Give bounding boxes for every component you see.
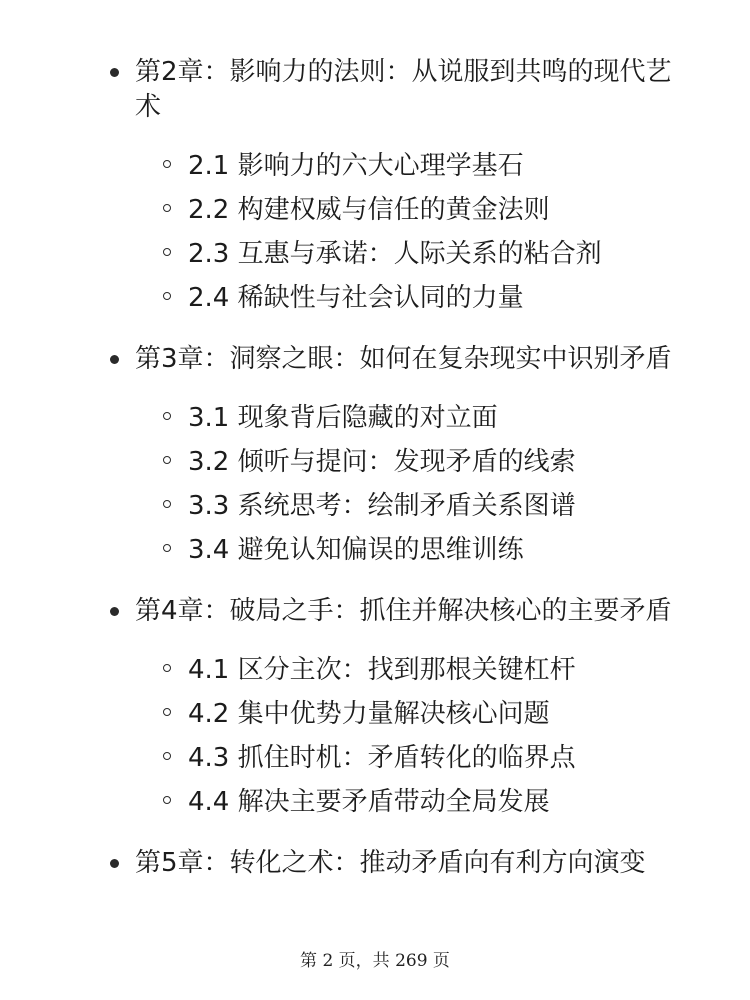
section-item xyxy=(188,736,750,780)
bullet-icon xyxy=(110,607,119,616)
section-title: 2.1 影响力的六大心理学基石 xyxy=(188,151,524,181)
page-number-footer: 第 2 页，共 269 页 xyxy=(300,951,450,971)
section-list xyxy=(0,396,750,572)
circle-bullet-icon xyxy=(163,796,171,804)
section-item xyxy=(188,780,750,824)
section-title: 2.4 稀缺性与社会认同的力量 xyxy=(188,283,524,313)
section-item xyxy=(188,144,750,188)
circle-bullet-icon xyxy=(163,500,171,508)
circle-bullet-icon xyxy=(163,160,171,168)
circle-bullet-icon xyxy=(163,664,171,672)
circle-bullet-icon xyxy=(163,248,171,256)
circle-bullet-icon xyxy=(163,456,171,464)
section-title: 3.3 系统思考：绘制矛盾关系图谱 xyxy=(188,491,576,521)
bullet-icon xyxy=(110,355,119,364)
section-title: 2.2 构建权威与信任的黄金法则 xyxy=(188,195,550,225)
section-item xyxy=(188,188,750,232)
bullet-icon xyxy=(110,68,119,77)
chapter-item xyxy=(135,594,675,629)
chapter-title: 第3章：洞察之眼：如何在复杂现实中识别矛盾 xyxy=(135,344,672,374)
circle-bullet-icon xyxy=(163,292,171,300)
section-title: 3.4 避免认知偏误的思维训练 xyxy=(188,535,524,565)
section-title: 3.2 倾听与提问：发现矛盾的线索 xyxy=(188,447,576,477)
chapter-item xyxy=(135,846,675,881)
section-item xyxy=(188,484,750,528)
chapter-item xyxy=(135,342,675,377)
section-title: 4.3 抓住时机：矛盾转化的临界点 xyxy=(188,743,576,773)
circle-bullet-icon xyxy=(163,752,171,760)
section-title: 3.1 现象背后隐藏的对立面 xyxy=(188,403,498,433)
section-item xyxy=(188,440,750,484)
circle-bullet-icon xyxy=(163,544,171,552)
chapter-title: 第4章：破局之手：抓住并解决核心的主要矛盾 xyxy=(135,596,672,626)
chapter-title: 第2章：影响力的法则：从说服到共鸣的现代艺术 xyxy=(135,57,672,122)
circle-bullet-icon xyxy=(163,412,171,420)
section-item xyxy=(188,528,750,572)
circle-bullet-icon xyxy=(163,708,171,716)
chapter-item xyxy=(135,55,675,125)
bullet-icon xyxy=(110,859,119,868)
chapter-title: 第5章：转化之术：推动矛盾向有利方向演变 xyxy=(135,848,646,878)
section-item xyxy=(188,396,750,440)
section-title: 4.4 解决主要矛盾带动全局发展 xyxy=(188,787,550,817)
section-title: 4.1 区分主次：找到那根关键杠杆 xyxy=(188,655,576,685)
section-item xyxy=(188,648,750,692)
circle-bullet-icon xyxy=(163,204,171,212)
section-item xyxy=(188,276,750,320)
section-item xyxy=(188,232,750,276)
section-title: 4.2 集中优势力量解决核心问题 xyxy=(188,699,550,729)
section-list xyxy=(0,144,750,320)
section-item xyxy=(188,692,750,736)
section-title: 2.3 互惠与承诺：人际关系的粘合剂 xyxy=(188,239,602,269)
section-list xyxy=(0,648,750,824)
